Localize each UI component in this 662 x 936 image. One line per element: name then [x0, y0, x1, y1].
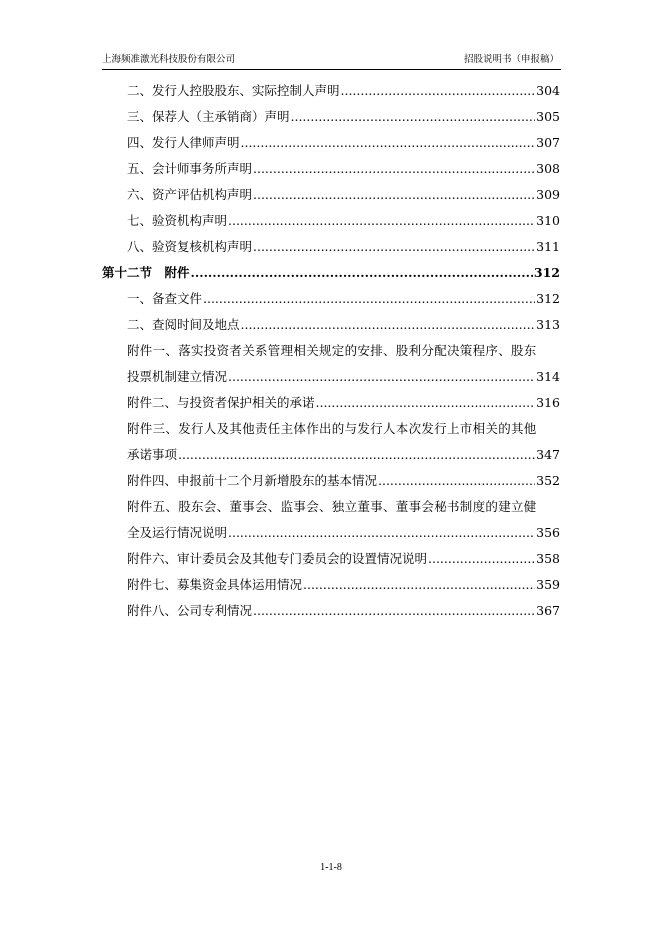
toc-entry-page: 308	[536, 161, 560, 176]
toc-entry-title-line1: 附件三、发行人及其他责任主体作出的与发行人本次发行上市相关的其他	[127, 421, 537, 436]
toc-dot-leader	[228, 364, 535, 390]
toc-entry-title: 全及运行情况说明	[127, 525, 228, 540]
page-number: 1-1-8	[320, 862, 342, 873]
table-of-contents	[102, 78, 560, 624]
toc-entry-title: 五、会计师事务所声明	[127, 161, 253, 176]
toc-entry-page: 314	[536, 369, 560, 384]
toc-entry[interactable]	[102, 182, 560, 208]
toc-entry-page: 367	[536, 603, 560, 618]
toc-entry-page: 312	[533, 265, 560, 280]
toc-entry[interactable]	[102, 234, 560, 260]
toc-entry-page: 310	[536, 213, 560, 228]
toc-entry-page: 316	[536, 395, 560, 410]
toc-entry-title-line1: 附件五、股东会、董事会、监事会、独立董事、董事会秘书制度的建立健	[127, 499, 537, 514]
toc-dot-leader	[241, 312, 536, 338]
header-doc-title: 招股说明书（申报稿）	[463, 54, 559, 65]
toc-entry-title: 四、发行人律师声明	[127, 135, 240, 150]
toc-entry-page: 356	[536, 525, 560, 540]
toc-entry[interactable]	[102, 208, 560, 234]
toc-entry-title: 附件八、公司专利情况	[127, 603, 253, 618]
toc-entry-last-line	[102, 364, 560, 390]
toc-entry-title: 附件二、与投资者保护相关的承诺	[127, 395, 315, 410]
toc-dot-leader	[203, 286, 535, 312]
toc-dot-leader	[253, 182, 535, 208]
toc-entry-title: 附件四、申报前十二个月新增股东的基本情况	[127, 473, 378, 488]
header-company: 上海频准激光科技股份有限公司	[102, 54, 236, 65]
toc-entry-page: 304	[536, 83, 560, 98]
toc-dot-leader	[191, 260, 533, 286]
toc-entry-title: 二、查阅时间及地点	[127, 317, 240, 332]
toc-entry-page: 305	[536, 109, 560, 124]
toc-entry-page: 307	[536, 135, 560, 150]
toc-entry-title: 六、资产评估机构声明	[127, 187, 253, 202]
toc-entry[interactable]	[102, 546, 560, 572]
toc-entry[interactable]	[102, 156, 560, 182]
toc-entry-multiline[interactable]	[102, 338, 560, 390]
toc-entry[interactable]	[102, 312, 560, 338]
toc-entry-page: 312	[536, 291, 560, 306]
toc-entry[interactable]	[102, 468, 560, 494]
toc-entry[interactable]	[102, 130, 560, 156]
toc-dot-leader	[253, 598, 535, 624]
toc-dot-leader	[253, 234, 535, 260]
toc-entry[interactable]	[102, 286, 560, 312]
toc-section-title: 第十二节 附件	[102, 265, 190, 280]
toc-entry-page: 347	[536, 447, 560, 462]
toc-entry-title-line1: 附件一、落实投资者关系管理相关规定的安排、股利分配决策程序、股东	[127, 343, 537, 358]
toc-entry-page: 309	[536, 187, 560, 202]
toc-dot-leader	[228, 208, 535, 234]
toc-entry[interactable]	[102, 390, 560, 416]
toc-entry[interactable]	[102, 78, 560, 104]
toc-entry-multiline[interactable]	[102, 416, 560, 468]
toc-entry-title: 一、备查文件	[127, 291, 203, 306]
toc-dot-leader	[228, 520, 535, 546]
toc-entry-multiline[interactable]	[102, 494, 560, 546]
toc-dot-leader	[291, 104, 536, 130]
toc-entry-title: 附件七、募集资金具体运用情况	[127, 577, 303, 592]
toc-entry[interactable]	[102, 598, 560, 624]
toc-entry-title: 承诺事项	[127, 447, 178, 462]
toc-entry-title: 二、发行人控股股东、实际控制人声明	[127, 83, 340, 98]
toc-entry-page: 358	[536, 551, 560, 566]
toc-dot-leader	[303, 572, 535, 598]
toc-entry-page: 359	[536, 577, 560, 592]
toc-dot-leader	[428, 546, 535, 572]
toc-dot-leader	[378, 468, 535, 494]
toc-dot-leader	[253, 156, 535, 182]
toc-entry-title: 七、验资机构声明	[127, 213, 228, 228]
toc-entry-page: 313	[536, 317, 560, 332]
toc-entry-title: 投票机制建立情况	[127, 369, 228, 384]
toc-dot-leader	[241, 130, 536, 156]
toc-entry-page: 311	[536, 239, 560, 254]
toc-section-entry[interactable]	[102, 260, 560, 286]
toc-entry-page: 352	[536, 473, 560, 488]
toc-dot-leader	[341, 78, 536, 104]
toc-entry-title: 八、验资复核机构声明	[127, 239, 253, 254]
toc-entry-title: 三、保荐人（主承销商）声明	[127, 109, 290, 124]
toc-dot-leader	[316, 390, 536, 416]
toc-entry-last-line	[102, 520, 560, 546]
page-header	[102, 53, 561, 70]
toc-entry[interactable]	[102, 104, 560, 130]
toc-dot-leader	[178, 442, 535, 468]
toc-entry-title: 附件六、审计委员会及其他专门委员会的设置情况说明	[127, 551, 428, 566]
toc-entry-last-line	[102, 442, 560, 468]
toc-entry[interactable]	[102, 572, 560, 598]
